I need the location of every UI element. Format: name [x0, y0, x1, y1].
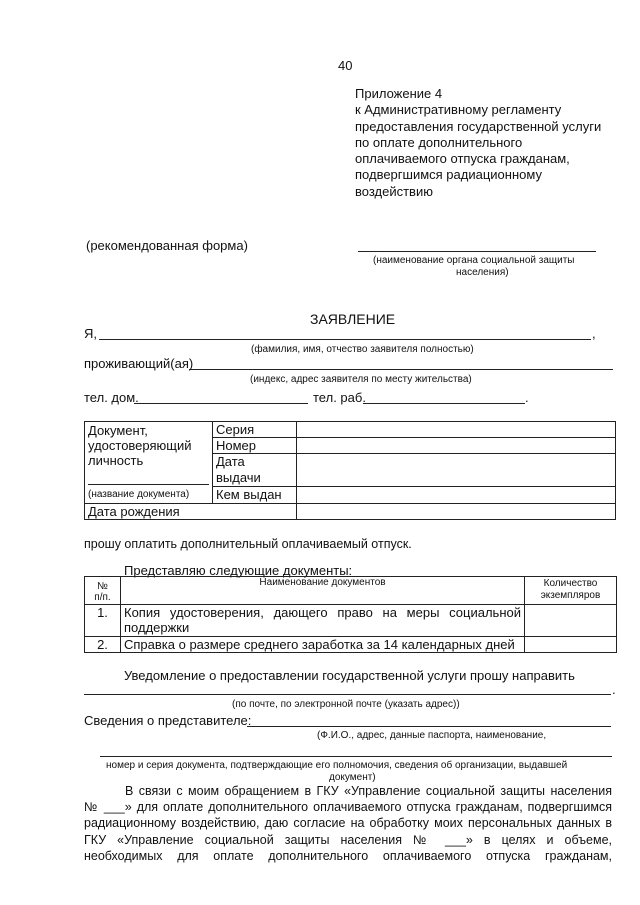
- tel-work-field-line[interactable]: [363, 403, 525, 404]
- series-field[interactable]: [297, 422, 616, 438]
- appendix-line: предоставления государственной услуги: [355, 118, 602, 134]
- page-number: 40: [338, 58, 353, 73]
- documents-table: [84, 576, 617, 653]
- issue-date-label-line: Дата: [216, 454, 245, 469]
- representative-field-line[interactable]: [247, 726, 611, 727]
- consent-line: № ___» для оплате дополнительного оплачиваемого отпуска гражданам, подвергшимся: [84, 800, 612, 815]
- rep-caption: номер и серия документа, подтверждающие его полномочия, сведения об организации, выдавшей: [106, 760, 568, 771]
- row-name-line: Копия удостоверения, дающего право на меры социальной: [124, 605, 521, 620]
- birth-date-field[interactable]: [297, 504, 616, 520]
- tel-work-label: тел. раб.: [313, 390, 366, 405]
- representative-field-line-2[interactable]: [100, 756, 612, 757]
- header-count-line: Количество: [543, 578, 598, 589]
- representative-label: Сведения о представителе:: [84, 713, 252, 728]
- fio-caption: (фамилия, имя, отчество заявителя полностью): [251, 344, 474, 355]
- rep-caption: (Ф.И.О., адрес, данные паспорта, наименование,: [317, 730, 547, 741]
- notification-field-line[interactable]: [84, 694, 611, 695]
- recommended-form-label: (рекомендованная форма): [86, 238, 248, 253]
- docs-intro: Представляю следующие документы:: [124, 563, 353, 578]
- appendix-line: Приложение 4: [355, 86, 443, 101]
- issue-date-label-line: выдачи: [216, 470, 261, 485]
- appendix-header: [355, 86, 601, 200]
- appendix-line: по оплате дополнительного: [355, 134, 523, 150]
- address-caption: (индекс, адрес заявителя по месту жительства): [250, 374, 472, 385]
- birth-date-label: Дата рождения: [85, 504, 297, 520]
- identity-doc-label: Документ,: [88, 423, 148, 438]
- notification-text: Уведомление о предоставлении государственной услуги прошу направить: [124, 668, 575, 683]
- header-count: [525, 577, 617, 605]
- issue-date-label: [213, 454, 297, 487]
- appendix-line: оплачиваемого отпуска гражданам,: [355, 151, 570, 167]
- row-num: 2.: [85, 637, 121, 653]
- request-text: прошу оплатить дополнительный оплачиваемый отпуск.: [84, 537, 412, 551]
- consent-line: В связи с моим обращением в ГКУ «Управление социальной защиты населения: [125, 784, 612, 798]
- identity-table: [84, 421, 616, 520]
- row-count-field[interactable]: [525, 637, 617, 653]
- resident-label: проживающий(ая): [84, 356, 194, 371]
- appendix-line: подвергшимся радиационному: [355, 167, 542, 183]
- consent-line: ГКУ «Управление социальной защиты населения № ___» в целях и объеме,: [84, 832, 612, 847]
- appendix-line: воздействию: [355, 183, 433, 199]
- row-name-line: поддержки: [124, 620, 190, 635]
- tel-home-label: тел. дом.: [84, 390, 139, 405]
- applicant-label: Я,: [84, 326, 97, 341]
- row-name: Справка о размере среднего заработка за 14 календарных дней: [121, 637, 525, 653]
- tel-home-field-line[interactable]: [134, 403, 308, 404]
- issued-by-label: Кем выдан: [213, 487, 297, 504]
- consent-paragraph: [84, 783, 612, 864]
- comma: ,: [592, 326, 596, 341]
- organ-caption: населения): [456, 267, 509, 278]
- row-name: [121, 605, 525, 637]
- number-field[interactable]: [297, 438, 616, 454]
- identity-doc-cell: [85, 422, 213, 504]
- tel-end-dot: .: [525, 390, 529, 405]
- header-num: [85, 577, 121, 605]
- rep-caption: документ): [329, 772, 376, 783]
- notification-caption: (по почте, по электронной почте (указать адрес)): [232, 699, 460, 710]
- notification-end-dot: .: [612, 682, 616, 697]
- issued-by-field[interactable]: [297, 487, 616, 504]
- doc-name-caption: (название документа): [88, 484, 209, 502]
- consent-line: необходимых для оплате дополнительного оплачиваемого отпуска гражданам,: [84, 848, 612, 863]
- consent-line: радиационному воздействию, даю согласие на обработку моих персональных данных в: [84, 816, 612, 831]
- row-num: 1.: [85, 605, 121, 637]
- identity-doc-label: личность: [88, 453, 144, 468]
- row-count-field[interactable]: [525, 605, 617, 637]
- series-label: Серия: [213, 422, 297, 438]
- fio-field-line[interactable]: [99, 339, 591, 340]
- document-title: ЗАЯВЛЕНИЕ: [310, 311, 396, 327]
- issue-date-field[interactable]: [297, 454, 616, 487]
- header-count-line: экземпляров: [540, 590, 601, 601]
- appendix-line: к Административному регламенту: [355, 102, 562, 118]
- organ-caption: (наименование органа социальной защиты: [373, 255, 575, 266]
- header-name: Наименование документов: [121, 577, 525, 605]
- header-num-line: №: [97, 581, 108, 592]
- organ-field-line[interactable]: [358, 251, 596, 252]
- address-field-line[interactable]: [189, 369, 613, 370]
- identity-doc-label: удостоверяющий: [88, 438, 192, 453]
- number-label: Номер: [213, 438, 297, 454]
- header-num-line: п/п.: [94, 592, 111, 603]
